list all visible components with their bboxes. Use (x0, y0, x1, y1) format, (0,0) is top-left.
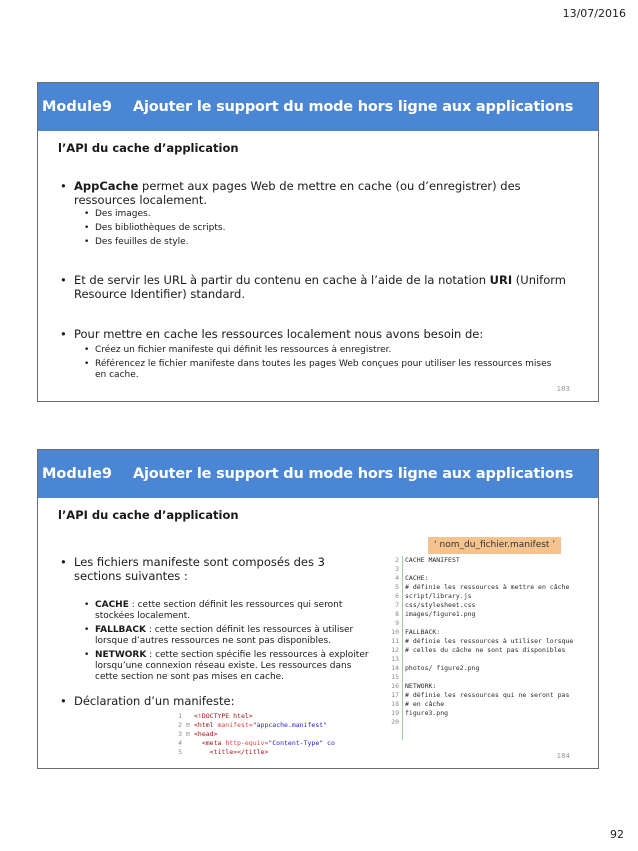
code-text: figure3.png (405, 709, 449, 717)
code-line (383, 718, 591, 727)
code-line (383, 682, 591, 691)
code-text: <meta http-equiv="Content-Type" co (194, 739, 335, 747)
line-number: 8 (395, 610, 399, 618)
code-line (383, 601, 591, 610)
code-text: # celles du câche ne sont pas disponibles (405, 646, 566, 654)
code-line (168, 739, 376, 748)
code-line (383, 592, 591, 601)
line-number: 12 (391, 646, 399, 654)
slide-183 (37, 82, 599, 402)
line-number: 1 (178, 712, 182, 720)
code-line (383, 628, 591, 637)
line-number: 4 (395, 574, 399, 582)
code-text: # définie les ressources à mettre en câche (405, 583, 570, 591)
sub-bullet-fallback: • FALLBACK : cette section définit les ressources à utiliser lorsque d’autres ressources ne sont pas disponibles. (84, 625, 354, 646)
slide-subtitle: l’API du cache d’application (58, 141, 239, 155)
code-gutter (402, 556, 403, 740)
line-number: 14 (391, 664, 399, 672)
slide-title: Ajouter le support du mode hors ligne aux applications (133, 466, 574, 482)
code-text: <head> (194, 730, 218, 738)
date: 13/07/2016 (562, 7, 626, 20)
html-code-snippet (168, 712, 376, 768)
bullet-sections: • Les fichiers manifeste sont composés des 3 sections suivantes : (60, 555, 325, 583)
code-line (383, 673, 591, 682)
line-number: 13 (391, 655, 399, 663)
module-label: Module9 (42, 466, 112, 482)
line-number: 11 (391, 637, 399, 645)
module-label: Module9 (42, 99, 112, 115)
fold-icon: ⊟ (186, 730, 190, 738)
sub-bullet: • Référencez le fichier manifeste dans toutes les pages Web conçues pour utiliser les ressources mises en cache. (84, 359, 552, 380)
sub-bullet-cache: • CACHE : cette section définit les ressources qui seront stockées localement. (84, 600, 343, 621)
bullet-appcache: • AppCache permet aux pages Web de mettre en cache (ou d’enregistrer) des ressources localement. (60, 179, 521, 207)
slide-title: Ajouter le support du mode hors ligne aux applications (133, 99, 574, 115)
code-text: FALLBACK: (405, 628, 441, 636)
code-text: css/stylesheet.css (405, 601, 476, 609)
code-line (383, 709, 591, 718)
code-text: # en câche (405, 700, 445, 708)
manifest-code-snippet (383, 556, 591, 740)
manifest-filename-label: ‘ nom_du_fichier.manifest ’ (428, 537, 561, 554)
code-line (383, 637, 591, 646)
line-number: 15 (391, 673, 399, 681)
line-number: 10 (391, 628, 399, 636)
sub-bullet: • Des bibliothèques de scripts. (84, 223, 226, 233)
code-line (383, 646, 591, 655)
bullet-declaration: • Déclaration d’un manifeste: (60, 694, 235, 708)
code-text: # définie les ressources qui ne seront pas (405, 691, 570, 699)
fold-spacer (186, 712, 194, 721)
code-text: CACHE: (405, 574, 429, 582)
line-number: 3 (178, 730, 182, 738)
code-text: script/library.js (405, 592, 472, 600)
fold-spacer (186, 739, 194, 748)
page-number: 92 (610, 828, 624, 841)
sub-bullet: • Des feuilles de style. (84, 237, 189, 247)
line-number: 17 (391, 691, 399, 699)
code-line (168, 721, 376, 730)
code-text: <html manifest="appcache.manifest" (194, 721, 328, 729)
fold-spacer (186, 748, 194, 757)
line-number: 5 (395, 583, 399, 591)
line-number: 3 (395, 565, 399, 573)
code-line (383, 610, 591, 619)
line-number: 6 (395, 592, 399, 600)
code-line (383, 583, 591, 592)
code-line (168, 712, 376, 721)
code-line (168, 748, 376, 757)
line-number: 20 (391, 718, 399, 726)
fold-icon: ⊟ (186, 721, 190, 729)
line-number: 9 (395, 619, 399, 627)
sub-bullet: • Créez un fichier manifeste qui définit les ressources à enregistrer. (84, 345, 392, 355)
sub-bullet: • Des images. (84, 209, 151, 219)
code-line (168, 730, 376, 739)
code-text: images/figure1.png (405, 610, 476, 618)
line-number: 2 (178, 721, 182, 729)
line-number: 16 (391, 682, 399, 690)
slide-header (38, 83, 598, 131)
code-line (383, 556, 591, 565)
code-text: # définie les ressources à utiliser lorsque (405, 637, 574, 645)
slide-header (38, 450, 598, 498)
slide-number: 184 (556, 752, 570, 760)
code-line (383, 655, 591, 664)
line-number: 5 (178, 748, 182, 756)
code-line (383, 700, 591, 709)
code-line (383, 574, 591, 583)
bullet-requirements: • Pour mettre en cache les ressources localement nous avons besoin de: (60, 327, 484, 341)
code-text: NETWORK: (405, 682, 437, 690)
sub-bullet-network: • NETWORK : cette section spécifie les ressources à exploiter lorsqu’une connexion réseau existe. Les ressources dans cette section ne sont pas mises en cache. (84, 650, 369, 682)
slide-184 (37, 449, 599, 769)
line-number: 2 (395, 556, 399, 564)
code-line (383, 619, 591, 628)
code-text: <!DOCTYPE htel> (194, 712, 253, 720)
line-number: 4 (178, 739, 182, 747)
code-line (383, 664, 591, 673)
line-number: 18 (391, 700, 399, 708)
code-text: CACHE MANIFEST (405, 556, 460, 564)
code-text: <title></title> (194, 748, 269, 756)
code-line (383, 565, 591, 574)
line-number: 19 (391, 709, 399, 717)
slide-number: 183 (556, 385, 570, 393)
slide-subtitle: l’API du cache d’application (58, 508, 239, 522)
line-number: 7 (395, 601, 399, 609)
bullet-uri: • Et de servir les URL à partir du contenu en cache à l’aide de la notation URI (Uniform Resource Identifier) standard. (60, 273, 566, 301)
code-line (383, 691, 591, 700)
code-text: photos/ figure2.png (405, 664, 480, 672)
